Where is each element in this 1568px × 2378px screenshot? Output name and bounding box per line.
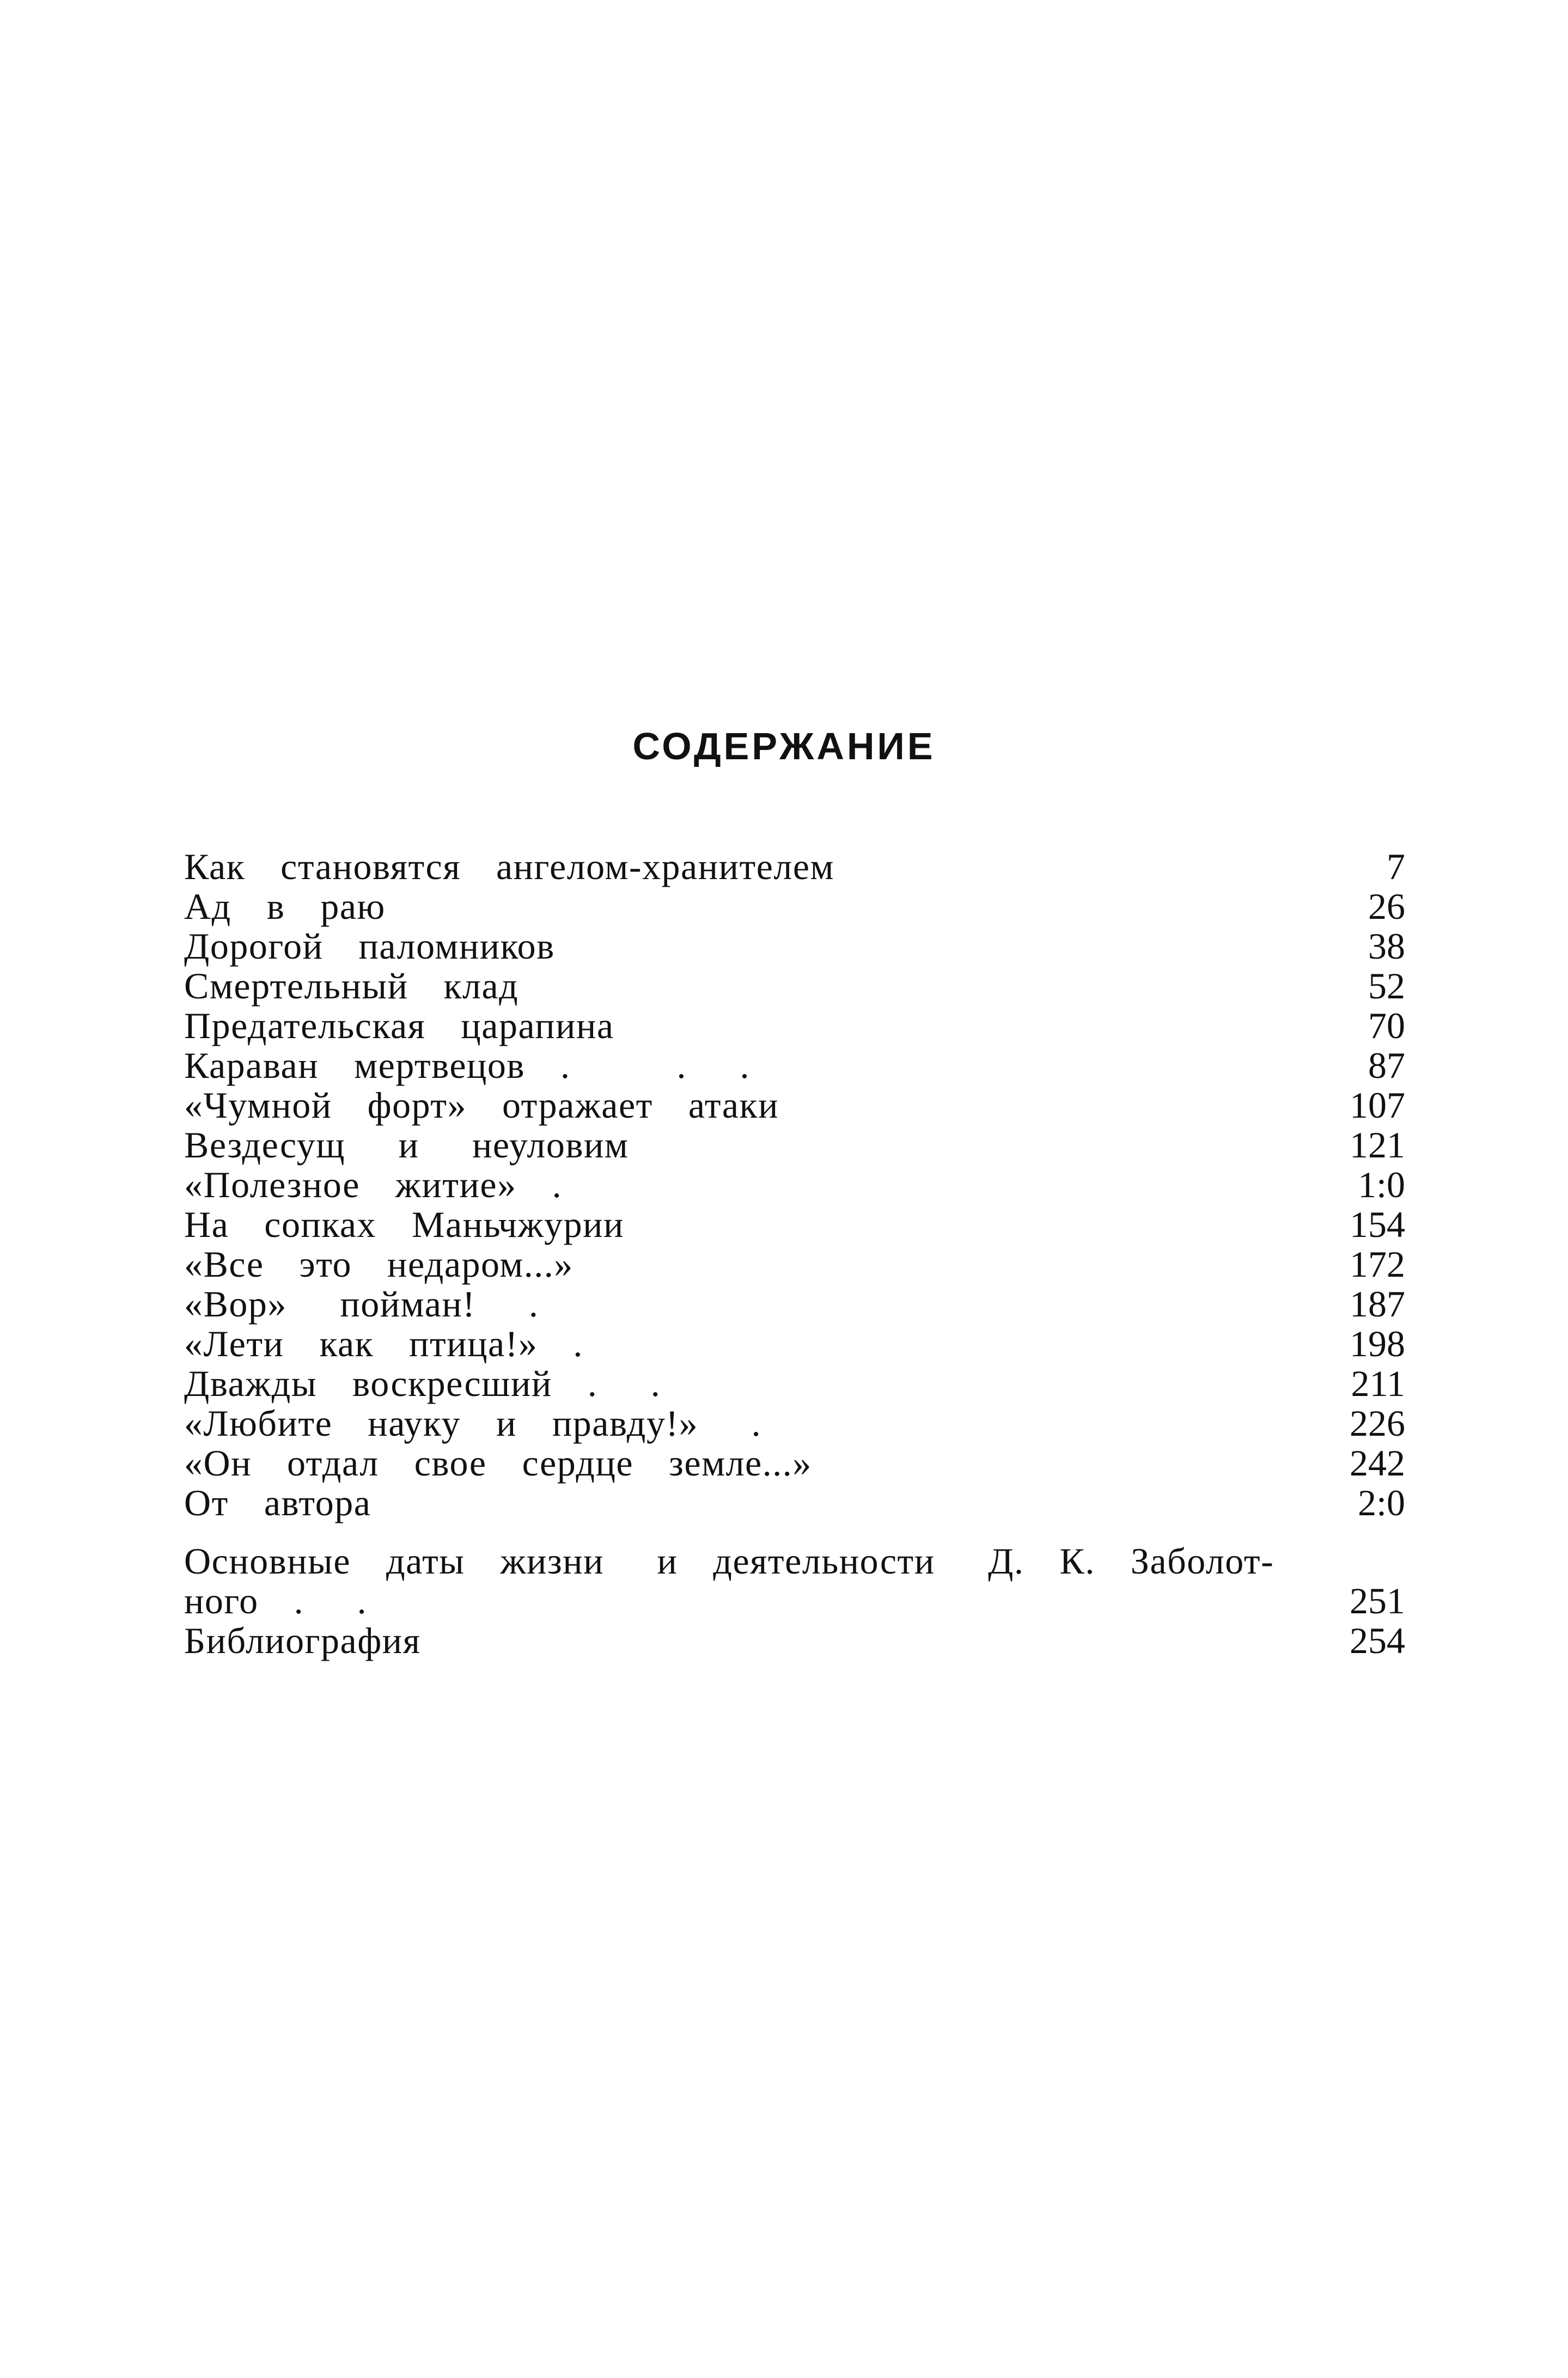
toc-entry <box>184 966 1405 1006</box>
toc-entry-title-line1: Основные даты жизни и деятельности Д. К. Заболот- <box>184 1540 1274 1582</box>
toc-entry-page: 7 <box>1387 846 1405 887</box>
toc-entry-page: 211 <box>1351 1363 1405 1404</box>
toc-entry-title: «Он отдал свое сердце земле...» <box>184 1442 812 1484</box>
toc-entry <box>184 1324 1405 1364</box>
toc-entry-page: 242 <box>1350 1442 1405 1484</box>
toc-entry-title: Предательская царапина <box>184 1005 614 1046</box>
section-gap <box>184 1523 1405 1541</box>
toc-entry-title: На сопках Маньчжурии <box>184 1204 624 1245</box>
toc-entry-page: 226 <box>1350 1403 1405 1444</box>
toc-entry-title: Как становятся ангелом-хранителем <box>184 846 835 887</box>
toc-entry-page: 254 <box>1350 1620 1405 1661</box>
toc-entry-page: 154 <box>1350 1204 1405 1245</box>
toc-entry <box>184 1165 1405 1205</box>
toc-entry-title: Вездесущ и неуловим <box>184 1124 629 1166</box>
toc-entry-line2 <box>184 1581 1405 1621</box>
toc-entry-title-line2: ного . . <box>184 1580 368 1621</box>
toc-entry-title: Библиография <box>184 1620 421 1661</box>
page-title: СОДЕРЖАНИЕ <box>632 725 936 767</box>
toc-entry-title: Караван мертвецов . . . <box>184 1045 751 1086</box>
toc-entry-title: «Все это недаром...» <box>184 1243 573 1285</box>
toc-entry-page: 70 <box>1368 1005 1405 1046</box>
toc-entry <box>184 847 1405 887</box>
toc-entry-page: 26 <box>1368 886 1405 927</box>
toc-entry <box>184 1245 1405 1284</box>
toc-entry-title: От автора <box>184 1482 371 1523</box>
toc-entry-page: 172 <box>1350 1243 1405 1285</box>
toc-entry <box>184 1404 1405 1443</box>
toc-entry <box>184 887 1405 926</box>
toc-entry-page: 251 <box>1350 1580 1405 1621</box>
toc-entry <box>184 1284 1405 1324</box>
toc-entry <box>184 1046 1405 1086</box>
toc-entry <box>184 1006 1405 1046</box>
toc-entry-page: 2:0 <box>1358 1482 1405 1523</box>
toc-entry-title: «Вор» пойман! . <box>184 1283 539 1325</box>
toc-entry-title: «Лети как птица!» . <box>184 1323 583 1364</box>
toc-entry <box>184 1125 1405 1165</box>
toc-entry <box>184 1483 1405 1523</box>
toc-entry-title: Дорогой паломников <box>184 925 555 967</box>
toc-entry-title: Дважды воскресший . . <box>184 1363 661 1404</box>
toc-entry-title: «Любите науку и правду!» . <box>184 1403 762 1444</box>
toc-entry-title: Смертельный клад <box>184 965 519 1007</box>
toc-entry-page: 38 <box>1368 925 1405 967</box>
toc-entry <box>184 1205 1405 1245</box>
toc-entry-page: 87 <box>1368 1045 1405 1086</box>
toc-entry-title: Ад в раю <box>184 886 386 927</box>
toc-entry-title: «Полезное житие» . <box>184 1164 563 1205</box>
toc-entry-page: 198 <box>1350 1323 1405 1364</box>
toc-entry-page: 52 <box>1368 965 1405 1007</box>
toc-entry-page: 187 <box>1350 1283 1405 1325</box>
toc-entry-page: 121 <box>1350 1124 1405 1166</box>
toc-entry <box>184 926 1405 966</box>
toc-entry <box>184 1364 1405 1404</box>
toc-entry-bibliography <box>184 1621 1405 1661</box>
toc-entry-page: 107 <box>1350 1084 1405 1126</box>
table-of-contents <box>184 847 1405 1661</box>
toc-entry-title: «Чумной форт» отражает атаки <box>184 1084 779 1126</box>
toc-entry-appendix <box>184 1541 1405 1621</box>
toc-entry-page: 1:0 <box>1358 1164 1405 1205</box>
toc-entry <box>184 1443 1405 1483</box>
toc-entry <box>184 1086 1405 1125</box>
